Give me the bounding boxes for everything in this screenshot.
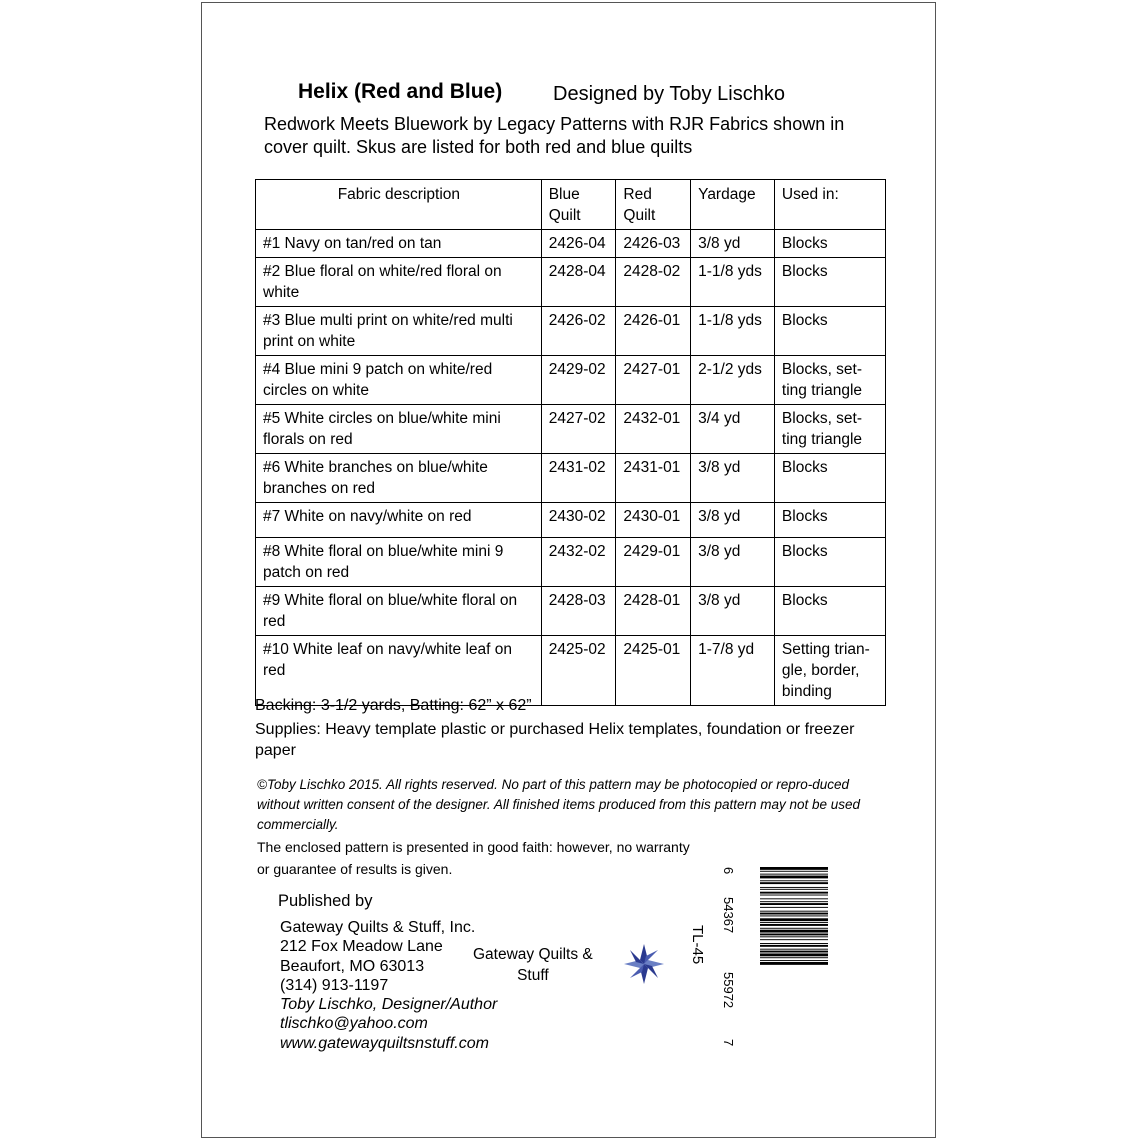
cell-red-quilt: 2430-01 (616, 503, 691, 538)
cell-yardage: 3/4 yd (691, 405, 775, 454)
cell-blue-quilt: 2425-02 (541, 636, 616, 706)
intro-text: Redwork Meets Bluework by Legacy Patterns with RJR Fabrics shown in cover quilt. Skus are listed for both red and blue quilts (264, 114, 845, 157)
cell-fabric-description: #3 Blue multi print on white/red multi print on white (256, 307, 542, 356)
cell-blue-quilt: 2426-04 (541, 230, 616, 258)
cell-fabric-description: #8 White floral on blue/white mini 9 patch on red (256, 538, 542, 587)
barcode-image (760, 867, 828, 1047)
publisher-street: 212 Fox Meadow Lane (280, 938, 443, 956)
table-row (256, 405, 886, 454)
publisher-info (280, 918, 497, 1053)
cell-fabric-description: #2 Blue floral on white/red floral on white (256, 258, 542, 307)
logo-line-1: Gateway Quilts & (473, 946, 593, 963)
publisher-name: Gateway Quilts & Stuff, Inc. (280, 919, 476, 936)
table-row (256, 307, 886, 356)
cell-used-in: Blocks (774, 258, 885, 307)
table-row (256, 587, 886, 636)
backing-info: Backing: 3-1/2 yards, Batting: 62” x 62” (255, 697, 532, 714)
supplies-info: Supplies: Heavy template plastic or purchased Helix templates, foundation or freezer paper (255, 721, 855, 759)
cell-used-in: Blocks (774, 307, 885, 356)
cell-used-in: Blocks (774, 538, 885, 587)
publisher-author: Toby Lischko, Designer/Author (280, 996, 498, 1014)
header-blue-quilt: Blue Quilt (541, 180, 616, 230)
cell-yardage: 3/8 yd (691, 230, 775, 258)
fabric-table (255, 179, 886, 706)
barcode-digit-3: 55972 (721, 972, 736, 1009)
cell-blue-quilt: 2428-03 (541, 587, 616, 636)
cell-red-quilt: 2428-01 (616, 587, 691, 636)
header-yardage: Yardage (691, 180, 775, 230)
cell-yardage: 2-1/2 yds (691, 356, 775, 405)
header-used-in: Used in: (774, 180, 885, 230)
header-red-quilt: Red Quilt (616, 180, 691, 230)
cell-red-quilt: 2426-03 (616, 230, 691, 258)
cell-used-in: Setting trian-gle, border, binding (774, 636, 885, 706)
table-row (256, 636, 886, 706)
cell-yardage: 1-7/8 yd (691, 636, 775, 706)
logo-line-2: Stuff (517, 967, 549, 984)
cell-used-in: Blocks (774, 503, 885, 538)
cell-blue-quilt: 2431-02 (541, 454, 616, 503)
publisher-city: Beaufort, MO 63013 (280, 957, 425, 975)
publisher-website: www.gatewayquiltsnstuff.com (280, 1034, 489, 1052)
publisher-heading: Published by (278, 892, 373, 910)
cell-fabric-description: #1 Navy on tan/red on tan (256, 230, 542, 258)
cell-used-in: Blocks, set-ting triangle (774, 356, 885, 405)
cell-red-quilt: 2429-01 (616, 538, 691, 587)
disclaimer-text: The enclosed pattern is presented in good faith: however, no warranty or guarantee of results is given. (257, 839, 690, 877)
cell-yardage: 1-1/8 yds (691, 258, 775, 307)
cell-used-in: Blocks (774, 454, 885, 503)
table-row (256, 538, 886, 587)
table-row (256, 503, 886, 538)
cell-red-quilt: 2425-01 (616, 636, 691, 706)
cell-yardage: 3/8 yd (691, 503, 775, 538)
cell-fabric-description: #10 White leaf on navy/white leaf on red (256, 636, 542, 706)
publisher-phone: (314) 913-1197 (280, 976, 389, 994)
cell-blue-quilt: 2430-02 (541, 503, 616, 538)
table-header-row (256, 180, 886, 230)
table-row (256, 454, 886, 503)
cell-blue-quilt: 2428-04 (541, 258, 616, 307)
barcode-digit-1: 6 (721, 867, 736, 875)
copyright-notice: ©Toby Lischko 2015. All rights reserved. No part of this pattern may be photocopied or repro-duced without written consent of the designer. All finished items produced from this pattern may not be used commercially. (257, 777, 861, 832)
cell-used-in: Blocks (774, 587, 885, 636)
cell-yardage: 3/8 yd (691, 538, 775, 587)
cell-blue-quilt: 2429-02 (541, 356, 616, 405)
cell-yardage: 1-1/8 yds (691, 307, 775, 356)
barcode-digits (722, 867, 762, 1047)
header-fabric-description: Fabric description (256, 180, 542, 230)
barcode-digit-2: 54367 (721, 897, 736, 934)
cell-blue-quilt: 2426-02 (541, 307, 616, 356)
table-row (256, 230, 886, 258)
cell-yardage: 3/8 yd (691, 454, 775, 503)
cell-red-quilt: 2428-02 (616, 258, 691, 307)
cell-fabric-description: #6 White branches on blue/white branches on red (256, 454, 542, 503)
cell-red-quilt: 2432-01 (616, 405, 691, 454)
cell-fabric-description: #5 White circles on blue/white mini florals on red (256, 405, 542, 454)
cell-used-in: Blocks, set-ting triangle (774, 405, 885, 454)
pinwheel-star-icon (622, 942, 666, 986)
table-row (256, 258, 886, 307)
table-row (256, 356, 886, 405)
cell-fabric-description: #9 White floral on blue/white floral on red (256, 587, 542, 636)
cell-fabric-description: #4 Blue mini 9 patch on white/red circles on white (256, 356, 542, 405)
barcode-digit-4: 7 (721, 1039, 736, 1047)
logo-text (473, 944, 593, 986)
cell-red-quilt: 2431-01 (616, 454, 691, 503)
cell-yardage: 3/8 yd (691, 587, 775, 636)
publisher-email: tlischko@yahoo.com (280, 1015, 428, 1033)
cell-blue-quilt: 2432-02 (541, 538, 616, 587)
cell-red-quilt: 2427-01 (616, 356, 691, 405)
sku-label: TL-45 (689, 925, 706, 965)
cell-fabric-description: #7 White on navy/white on red (256, 503, 542, 538)
cell-red-quilt: 2426-01 (616, 307, 691, 356)
pattern-title: Helix (Red and Blue) (298, 80, 503, 103)
designer-credit: Designed by Toby Lischko (553, 83, 785, 105)
cell-blue-quilt: 2427-02 (541, 405, 616, 454)
cell-used-in: Blocks (774, 230, 885, 258)
